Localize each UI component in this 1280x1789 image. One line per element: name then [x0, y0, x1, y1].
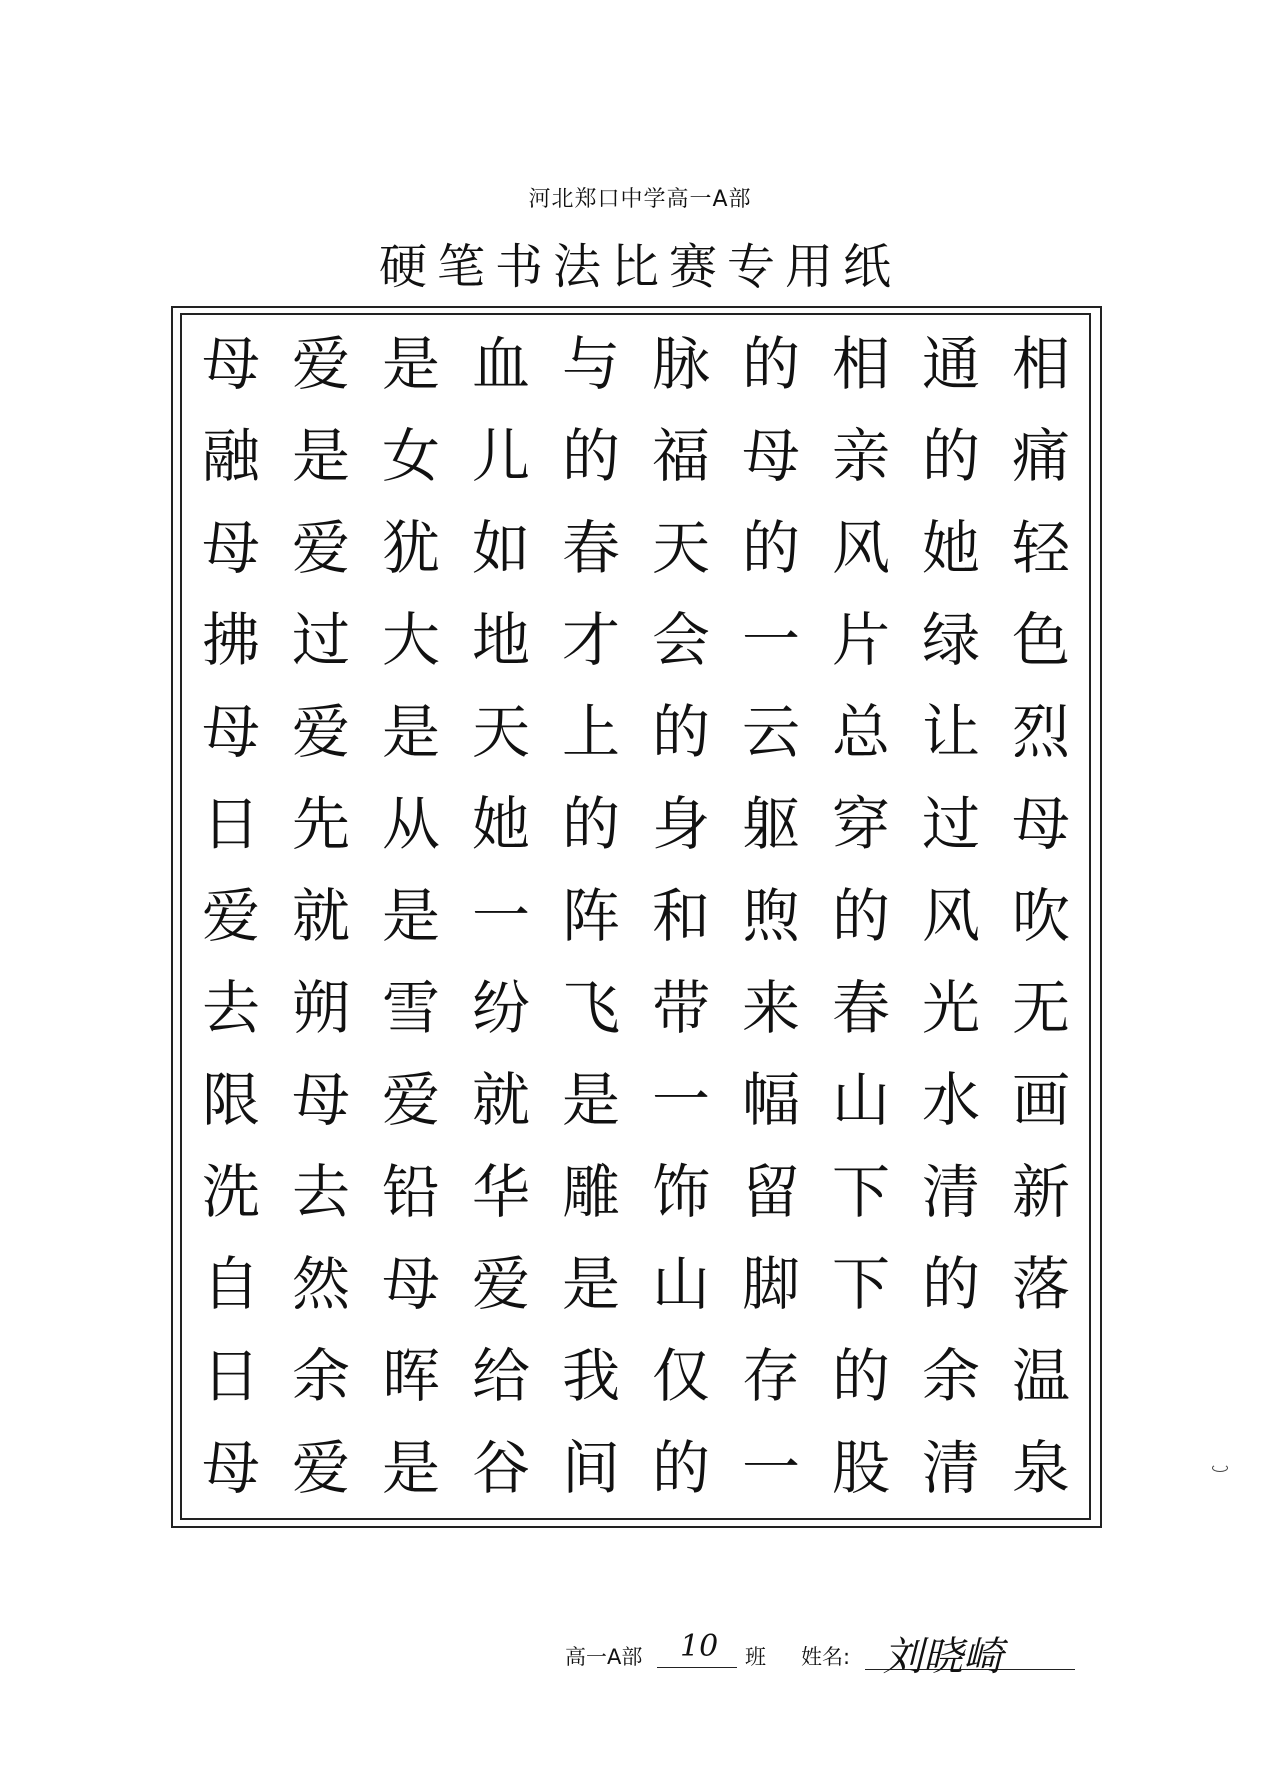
grid-char: 拂 [201, 606, 260, 674]
grid-char: 的 [921, 422, 980, 490]
grid-char: 风 [831, 514, 890, 582]
grid-char: 亲 [831, 422, 890, 490]
grid-char: 爱 [291, 330, 350, 398]
grid-char: 是 [381, 698, 440, 766]
footer [565, 1629, 1085, 1680]
dept-label: 高一A部 [565, 1645, 643, 1669]
calligraphy-grid [186, 318, 1086, 1514]
grid-char: 雪 [381, 974, 440, 1042]
grid-char: 留 [741, 1158, 800, 1226]
grid-char: 过 [921, 790, 980, 858]
grid-char: 爱 [291, 514, 350, 582]
grid-char: 过 [291, 606, 350, 674]
grid-char: 山 [831, 1066, 890, 1134]
grid-char: 限 [201, 1066, 260, 1134]
grid-char: 母 [291, 1066, 350, 1134]
grid-char: 是 [291, 422, 350, 490]
grid-char: 谷 [471, 1434, 530, 1502]
sheet-title: 硬笔书法比赛专用纸 [378, 239, 901, 295]
grid-char: 地 [471, 606, 530, 674]
grid-char: 落 [1011, 1250, 1070, 1318]
grid-char: 清 [921, 1434, 980, 1502]
grid-char: 母 [201, 514, 260, 582]
grid-char: 晖 [381, 1342, 440, 1410]
grid-char: 通 [921, 330, 980, 398]
grid-char: 就 [471, 1066, 530, 1134]
grid-char: 去 [201, 974, 260, 1042]
grid-char: 母 [381, 1250, 440, 1318]
grid-char: 她 [921, 514, 980, 582]
grid-char: 的 [651, 698, 710, 766]
grid-char: 吹 [1011, 882, 1070, 950]
grid-char: 的 [831, 882, 890, 950]
grid-char: 朔 [291, 974, 350, 1042]
grid-char: 天 [471, 698, 530, 766]
grid-char: 躯 [741, 790, 800, 858]
grid-char: 和 [651, 882, 710, 950]
grid-char: 的 [561, 790, 620, 858]
grid-char: 然 [291, 1250, 350, 1318]
grid-char: 风 [921, 882, 980, 950]
grid-char: 会 [651, 606, 710, 674]
grid-char: 幅 [741, 1066, 800, 1134]
grid-char: 给 [471, 1342, 530, 1410]
grid-char: 股 [831, 1434, 890, 1502]
grid-char: 的 [831, 1342, 890, 1410]
grid-char: 一 [741, 1434, 800, 1502]
grid-char: 相 [1011, 330, 1070, 398]
grid-char: 去 [291, 1158, 350, 1226]
grid-char: 让 [921, 698, 980, 766]
grid-char: 一 [651, 1066, 710, 1134]
grid-char: 泉 [1011, 1434, 1070, 1502]
grid-char: 大 [381, 606, 440, 674]
grid-char: 就 [291, 882, 350, 950]
grid-char: 洗 [201, 1158, 260, 1226]
grid-char: 飞 [561, 974, 620, 1042]
grid-char: 纷 [471, 974, 530, 1042]
grid-char: 是 [561, 1066, 620, 1134]
grid-char: 身 [651, 790, 710, 858]
school-header: 河北郑口中学高一A部 [528, 187, 752, 212]
grid-char: 一 [471, 882, 530, 950]
grid-char: 片 [831, 606, 890, 674]
grid-char: 山 [651, 1250, 710, 1318]
class-label: 班 [745, 1645, 766, 1669]
grid-char: 穿 [831, 790, 890, 858]
grid-char: 母 [201, 330, 260, 398]
grid-char: 华 [471, 1158, 530, 1226]
name-value: 刘晓崎 [883, 1634, 1003, 1680]
grid-char: 爱 [291, 698, 350, 766]
grid-char: 存 [741, 1342, 800, 1410]
grid-char: 仅 [651, 1342, 710, 1410]
grid-char: 如 [471, 514, 530, 582]
grid-char: 的 [741, 514, 800, 582]
grid-char: 温 [1011, 1342, 1070, 1410]
grid-char: 脚 [741, 1250, 800, 1318]
grid-char: 是 [561, 1250, 620, 1318]
grid-char: 色 [1011, 606, 1070, 674]
grid-char: 铅 [381, 1158, 440, 1226]
grid-char: 犹 [381, 514, 440, 582]
grid-char: 下 [831, 1158, 890, 1226]
grid-char: 无 [1011, 974, 1070, 1042]
grid-char: 画 [1011, 1066, 1070, 1134]
grid-char: 余 [291, 1342, 350, 1410]
grid-char: 光 [921, 974, 980, 1042]
grid-char: 煦 [741, 882, 800, 950]
grid-char: 相 [831, 330, 890, 398]
grid-char: 痛 [1011, 422, 1070, 490]
grid-char: 烈 [1011, 698, 1070, 766]
grid-char: 间 [561, 1434, 620, 1502]
grid-char: 从 [381, 790, 440, 858]
grid-char: 饰 [651, 1158, 710, 1226]
grid-char: 的 [651, 1434, 710, 1502]
grid-char: 爱 [381, 1066, 440, 1134]
grid-char: 一 [741, 606, 800, 674]
grid-char: 轻 [1011, 514, 1070, 582]
grid-char: 是 [381, 1434, 440, 1502]
class-value: 10 [680, 1629, 719, 1664]
grid-char: 血 [471, 330, 530, 398]
grid-char: 春 [561, 514, 620, 582]
grid-char: 的 [741, 330, 800, 398]
grid-char: 融 [201, 422, 260, 490]
grid-char: 是 [381, 882, 440, 950]
grid-char: 母 [741, 422, 800, 490]
grid-char: 雕 [561, 1158, 620, 1226]
grid-char: 水 [921, 1066, 980, 1134]
grid-char: 母 [1011, 790, 1070, 858]
grid-char: 爱 [201, 882, 260, 950]
name-label: 姓名: [801, 1645, 851, 1669]
grid-char: 下 [831, 1250, 890, 1318]
grid-char: 带 [651, 974, 710, 1042]
grid-char: 上 [561, 698, 620, 766]
grid-char: 她 [471, 790, 530, 858]
grid-char: 的 [561, 422, 620, 490]
grid-char: 福 [651, 422, 710, 490]
grid-char: 自 [201, 1250, 260, 1318]
grid-char: 母 [201, 698, 260, 766]
grid-char: 阵 [561, 882, 620, 950]
grid-char: 与 [561, 330, 620, 398]
grid-char: 脉 [651, 330, 710, 398]
grid-char: 爱 [291, 1434, 350, 1502]
grid-char: 新 [1011, 1158, 1070, 1226]
grid-char: 的 [921, 1250, 980, 1318]
grid-char: 总 [831, 698, 890, 766]
grid-char: 绿 [921, 606, 980, 674]
grid-char: 才 [561, 606, 620, 674]
grid-char: 母 [201, 1434, 260, 1502]
grid-char: 云 [741, 698, 800, 766]
grid-char: 儿 [471, 422, 530, 490]
grid-char: 日 [201, 790, 260, 858]
stray-mark [1212, 1464, 1228, 1472]
grid-char: 来 [741, 974, 800, 1042]
grid-char: 天 [651, 514, 710, 582]
grid-char: 春 [831, 974, 890, 1042]
grid-char: 先 [291, 790, 350, 858]
grid-char: 女 [381, 422, 440, 490]
grid-char: 是 [381, 330, 440, 398]
grid-char: 爱 [471, 1250, 530, 1318]
grid-char: 清 [921, 1158, 980, 1226]
grid-char: 我 [561, 1342, 620, 1410]
grid-char: 日 [201, 1342, 260, 1410]
grid-char: 余 [921, 1342, 980, 1410]
